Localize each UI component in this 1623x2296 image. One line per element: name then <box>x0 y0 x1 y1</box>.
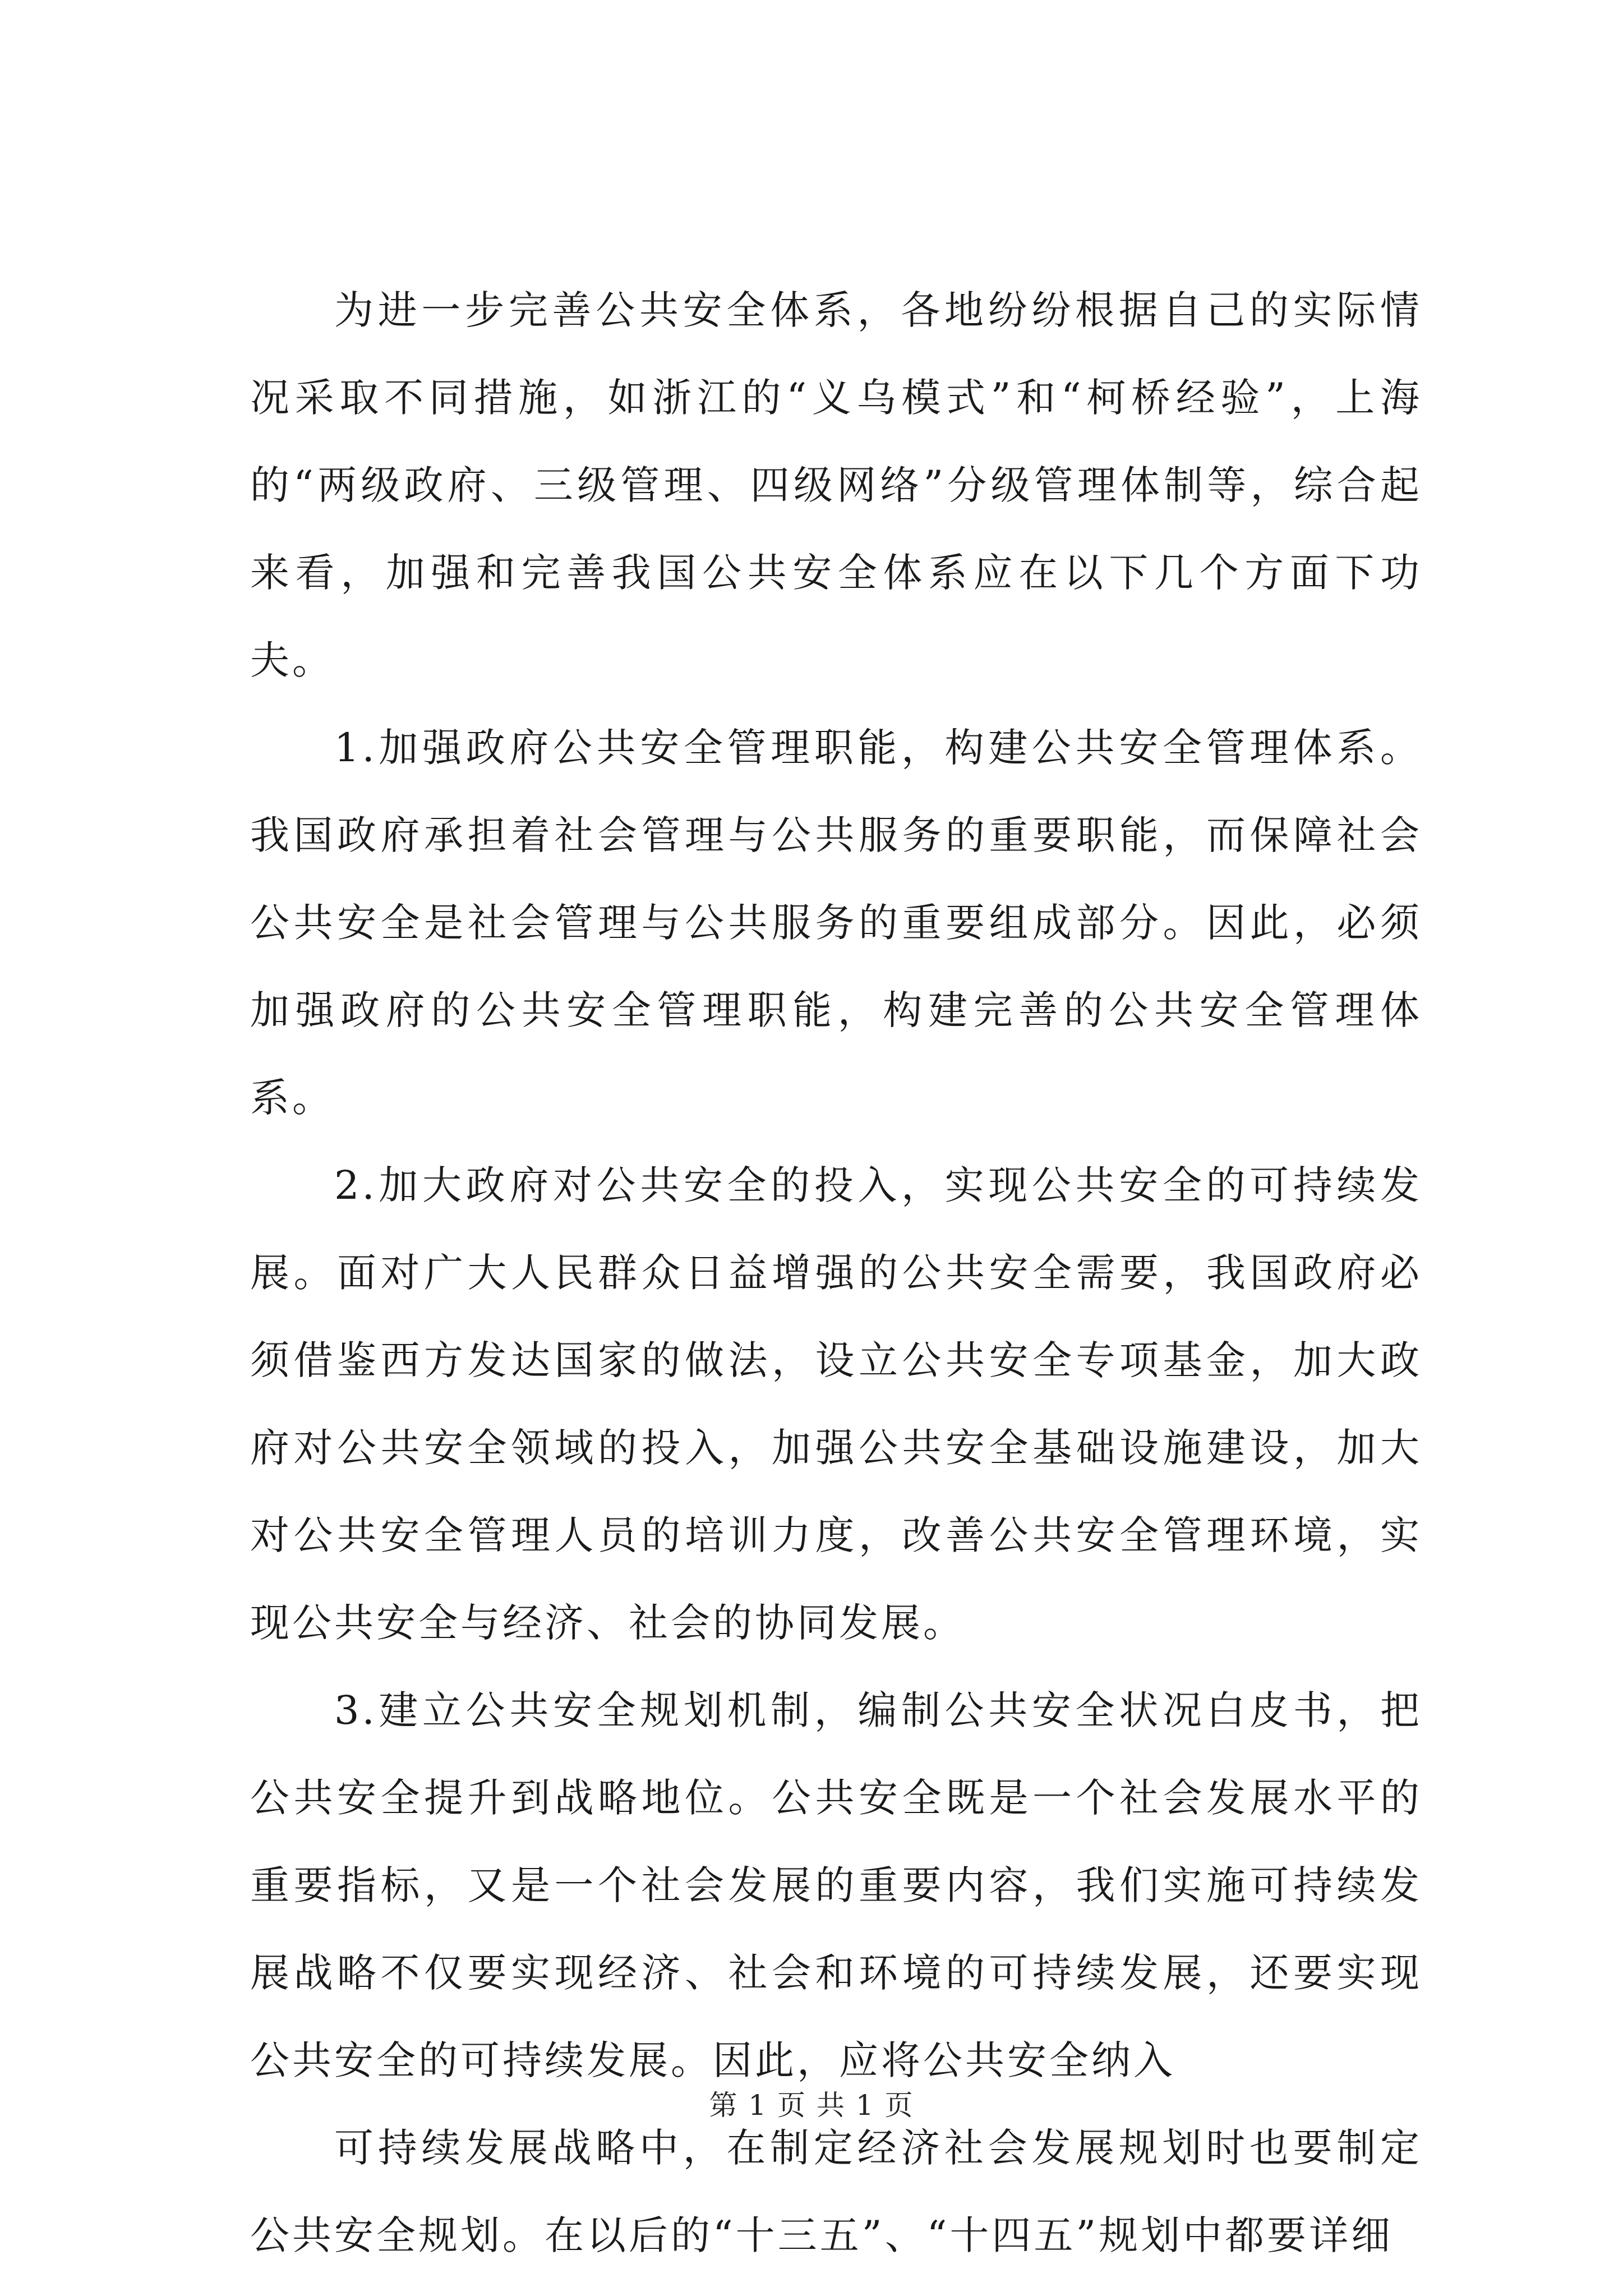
paragraph-intro: 为进一步完善公共安全体系，各地纷纷根据自己的实际情况采取不同措施，如浙江的“义乌模式”和“柯桥经验”，上海的“两级政府、三级管理、四级网络”分级管理体制等，综合起来看，加强和完善我国公共安全体系应在以下几个方面下功夫。 <box>250 287 1422 683</box>
body-text <box>250 266 1422 2279</box>
paragraph-item-3: 3.建立公共安全规划机制，编制公共安全状况白皮书，把公共安全提升到战略地位。公共安全既是一个社会发展水平的重要指标，又是一个社会发展的重要内容，我们实施可持续发展战略不仅要实现经济、社会和环境的可持续发展，还要实现公共安全的可持续发展。因此，应将公共安全纳入 <box>250 1687 1422 2083</box>
paragraph-item-1: 1.加强政府公共安全管理职能，构建公共安全管理体系。我国政府承担着社会管理与公共服务的重要职能，而保障社会公共安全是社会管理与公共服务的重要组成部分。因此，必须加强政府的公共安全管理职能，构建完善的公共安全管理体系。 <box>250 725 1422 1121</box>
paragraph-continuation: 可持续发展战略中，在制定经济社会发展规划时也要制定公共安全规划。在以后的“十三五”、“十四五”规划中都要详细 <box>250 2125 1422 2258</box>
page-footer: 第 1 页 共 1 页 <box>709 2089 914 2122</box>
paragraph-item-2: 2.加大政府对公共安全的投入，实现公共安全的可持续发展。面对广大人民群众日益增强的公共安全需要，我国政府必须借鉴西方发达国家的做法，设立公共安全专项基金，加大政府对公共安全领域的投入，加强公共安全基础设施建设，加大对公共安全管理人员的培训力度，改善公共安全管理环境，实现公共安全与经济、社会的协同发展。 <box>250 1162 1422 1646</box>
